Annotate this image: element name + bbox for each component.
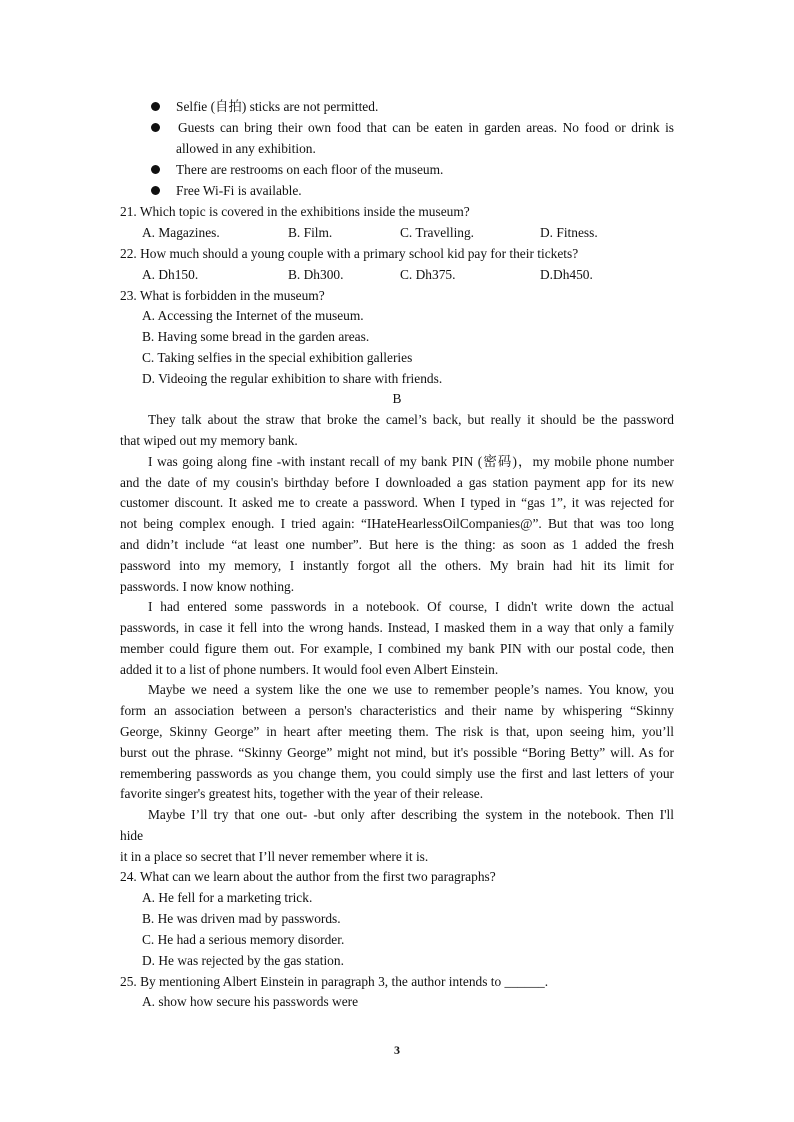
question-23-stem: 23. What is forbidden in the museum? — [120, 288, 325, 303]
bullet-dot — [151, 123, 160, 132]
question-22-option-a: A. Dh150. — [142, 267, 199, 282]
question-25-stem: 25. By mentioning Albert Einstein in paragraph 3, the author intends to ______. — [120, 974, 549, 989]
passage-p2-line: and the date of my cousin's birthday before I downloaded a gas station payment app for its new — [120, 475, 674, 490]
bullet-dot — [151, 165, 160, 174]
question-25-option-a: A. show how secure his passwords were — [142, 994, 359, 1009]
question-22-stem: 22. How much should a young couple with a primary school kid pay for their tickets? — [120, 246, 579, 261]
question-23-option-a: A. Accessing the Internet of the museum. — [142, 308, 364, 323]
question-24-option-c: C. He had a serious memory disorder. — [142, 932, 345, 947]
question-24-option-b: B. He was driven mad by passwords. — [142, 911, 341, 926]
passage-p5-line: Maybe I’ll try that one out- -but only after describing the system in the notebook. Then I'll — [148, 807, 674, 822]
question-23-option-d: D. Videoing the regular exhibition to share with friends. — [142, 371, 443, 386]
passage-p4-line: remembering passwords as you change them, you could simply use the first and last letters of your — [120, 766, 674, 781]
question-21-option-b: B. Film. — [288, 225, 333, 240]
bullet-dot — [151, 186, 160, 195]
passage-p2-line: I was going along fine -with instant recall of my bank PIN (密码)，my mobile phone number — [148, 454, 674, 469]
passage-p2-line: customer discount. It asked me to create a password. When I typed in “gas 1”, it was rejected for — [120, 495, 674, 510]
bullet-item-3: There are restrooms on each floor of the museum. — [176, 162, 444, 177]
question-22-option-c: C. Dh375. — [400, 267, 456, 282]
passage-p2-line: password into my memory, I instantly forgot all the others. My brain had hit its limit for — [120, 558, 674, 573]
question-24-option-a: A. He fell for a marketing trick. — [142, 890, 313, 905]
passage-p1-line: They talk about the straw that broke the camel’s back, but really it should be the password — [148, 412, 674, 427]
bullet-dot — [151, 102, 160, 111]
bullet-item-2-cont: allowed in any exhibition. — [176, 141, 316, 156]
question-21-option-d: D. Fitness. — [540, 225, 598, 240]
passage-p5-line: hide — [120, 828, 144, 843]
bullet-item-1: Selfie (自拍) sticks are not permitted. — [176, 99, 379, 114]
passage-p3-line: added it to a list of phone numbers. It would fool even Albert Einstein. — [120, 662, 499, 677]
question-21-option-a: A. Magazines. — [142, 225, 220, 240]
page-number: 3 — [394, 1043, 400, 1057]
passage-p2-line: not being complex enough. I tried again: “IHateHearlessOilCompanies@”. But that was too long — [120, 516, 674, 531]
bullet-item-2: Guests can bring their own food that can be eaten in garden areas. No food or drink is — [178, 120, 674, 135]
question-23-option-c: C. Taking selfies in the special exhibition galleries — [142, 350, 413, 365]
passage-p4-line: burst out the phrase. “Skinny George” might not mind, but it's possible “Boring Betty” will. As for — [120, 745, 674, 760]
passage-p1-line: that wiped out my memory bank. — [120, 433, 298, 448]
passage-p3-line: I had entered some passwords in a notebook. Of course, I didn't write down the actual — [148, 599, 674, 614]
passage-p5-line: it in a place so secret that I’ll never remember where it is. — [120, 849, 429, 864]
bullet-item-4: Free Wi-Fi is available. — [176, 183, 302, 198]
question-22-option-b: B. Dh300. — [288, 267, 344, 282]
question-21-stem: 21. Which topic is covered in the exhibitions inside the museum? — [120, 204, 470, 219]
question-24-stem: 24. What can we learn about the author from the first two paragraphs? — [120, 869, 496, 884]
passage-p3-line: member could figure them out. For example, I combined my bank PIN with our postal code, then — [120, 641, 674, 656]
question-23-option-b: B. Having some bread in the garden areas. — [142, 329, 370, 344]
passage-p2-line: and didn’t include “at least one number”. But here is the thing: as soon as 1 added the fresh — [120, 537, 674, 552]
passage-p2-line: passwords. I now know nothing. — [120, 579, 295, 594]
question-22-option-d: D.Dh450. — [540, 267, 593, 282]
passage-p4-line: favorite singer's greatest hits, together with the year of their release. — [120, 786, 484, 801]
question-24-option-d: D. He was rejected by the gas station. — [142, 953, 344, 968]
passage-p4-line: Maybe we need a system like the one we use to remember people’s names. You know, you — [148, 682, 674, 697]
passage-p4-line: form an association between a person's characteristics and their name by whispering “Skinny — [120, 703, 674, 718]
question-21-option-c: C. Travelling. — [400, 225, 475, 240]
passage-p4-line: George, Skinny George” in heart after meeting them. The risk is that, upon seeing him, you’ll — [120, 724, 674, 739]
passage-p3-line: passwords, in case it fell into the wrong hands. Instead, I masked them in a way that only a family — [120, 620, 674, 635]
section-label: B — [392, 391, 402, 406]
